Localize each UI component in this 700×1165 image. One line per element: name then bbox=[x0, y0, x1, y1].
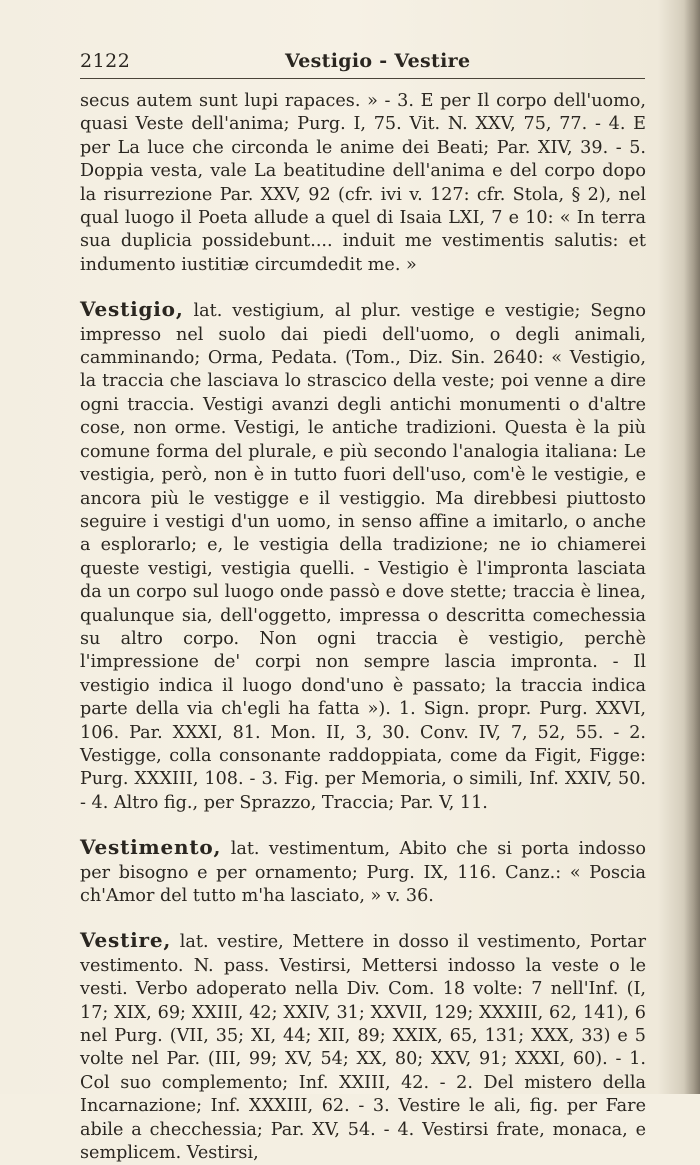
entry-body-vestigio: lat. vestigium, al plur. vestige e vestigie; Segno impresso nel suolo dai piedi dell'uomo, o degli animali, camminando; Orma, Pedata. (Tom., Diz. Sin. 2640: « Vestigio, la traccia che lasciava lo strascico della veste; poi venne a dire ogni traccia. Vestigi avanzi degli antichi monumenti o d'altre cose, non orme. Vestigi, le antiche tradizioni. Questa è la più comune forma del plurale, e più secondo l'analogia italiana: Le vestigia, però, non è in tutto fuori dell'uso, com'è le vestigie, e ancora più le vestigge e il vestiggio. Ma direbbesi piuttosto seguire i vestigi d'un uomo, in senso affine a imitarlo, o anche a esplorarlo; e, le vestigia della tradizione; ne io chiamerei queste vestigi, vestigia quelli. - Vestigio è l'impronta lasciata da un corpo sul luogo onde passò e dove stette; traccia è linea, qualunque sia, dell'oggetto, impressa o descritta comechessia su altro corpo. Non ogni traccia è vestigio, perchè l'impressione de' corpi non sempre lascia impronta. - Il vestigio indica il luogo dond'uno è passato; la traccia indica parte della via ch'egli ha fatta »). 1. Sign. propr. Purg. XXVI, 106. Par. XXXI, 81. Mon. II, 3, 30. Conv. IV, 7, 52, 55. - 2. Vestigge, colla consonante raddoppiata, come da Figit, Figge: Purg. XXXIII, 108. - 3. Fig. per Memoria, o simili, Inf. XXIV, 50. - 4. Altro fig., per Sprazzo, Traccia; Par. V, 11. bbox=[80, 301, 647, 813]
page-header bbox=[80, 50, 645, 76]
page-text bbox=[80, 90, 646, 1165]
lemma-vestigio: Vestigio, bbox=[80, 297, 184, 322]
entry-body-vestimento: lat. vestimentum, Abito che si porta indosso per bisogno e per ornamento; Purg. IX, 116. Canz.: « Poscia ch'Amor del tutto m'ha lasciato, » v. 36. bbox=[80, 839, 647, 906]
running-head: Vestigio - Vestire bbox=[285, 50, 471, 72]
entry-body-vestire: lat. vestire, Mettere in dosso il vestimento, Portar vestimento. N. pass. Vestirsi, Mettersi indosso la veste o le vesti. Verbo adoperato nella Div. Com. 18 volte: 7 nell'Inf. (I, 17; XIX, 69; XXIII, 42; XXIV, 31; XXVII, 129; XXXIII, 62, 141), 6 nel Purg. (VII, 35; XI, 44; XII, 89; XXIX, 65, 131; XXX, 33) e 5 volte nel Par. (III, 99; XV, 54; XX, 80; XXV, 91; XXXI, 60). - 1. Col suo complemento; Inf. XXIII, 42. - 2. Del mistero della Incarnazione; Inf. XXXIII, 62. - 3. Vestire le ali, fig. per Fare abile a checchessia; Par. XV, 54. - 4. Vestirsi frate, monaca, e semplicem. Vestirsi, bbox=[80, 932, 646, 1164]
header-rule bbox=[80, 78, 645, 79]
lemma-vestimento: Vestimento, bbox=[80, 835, 222, 860]
entry-vestigio bbox=[80, 298, 646, 815]
page-number: 2122 bbox=[80, 50, 131, 72]
continuation-paragraph: secus autem sunt lupi rapaces. » - 3. E per Il corpo dell'uomo, quasi Veste dell'anima; Purg. I, 75. Vit. N. XXV, 75, 77. - 4. E per La luce che circonda le anime dei Beati; Par. XIV, 39. - 5. Doppia vesta, vale La beatitudine dell'anima e del corpo dopo la risurrezione Par. XXV, 92 (cfr. ivi v. 127: cfr. Stola, § 2), nel qual luogo il Poeta allude a quel di Isaia LXI, 7 e 10: « In terra sua duplicia possidebunt.... induit me vestimentis salutis: et indumento iustitiæ circumdedit me. » bbox=[80, 91, 646, 275]
entry-vestire bbox=[80, 929, 646, 1165]
lemma-vestire: Vestire, bbox=[80, 928, 172, 953]
page-gutter-shadow bbox=[684, 0, 700, 1094]
entry-vestimento bbox=[80, 836, 646, 908]
